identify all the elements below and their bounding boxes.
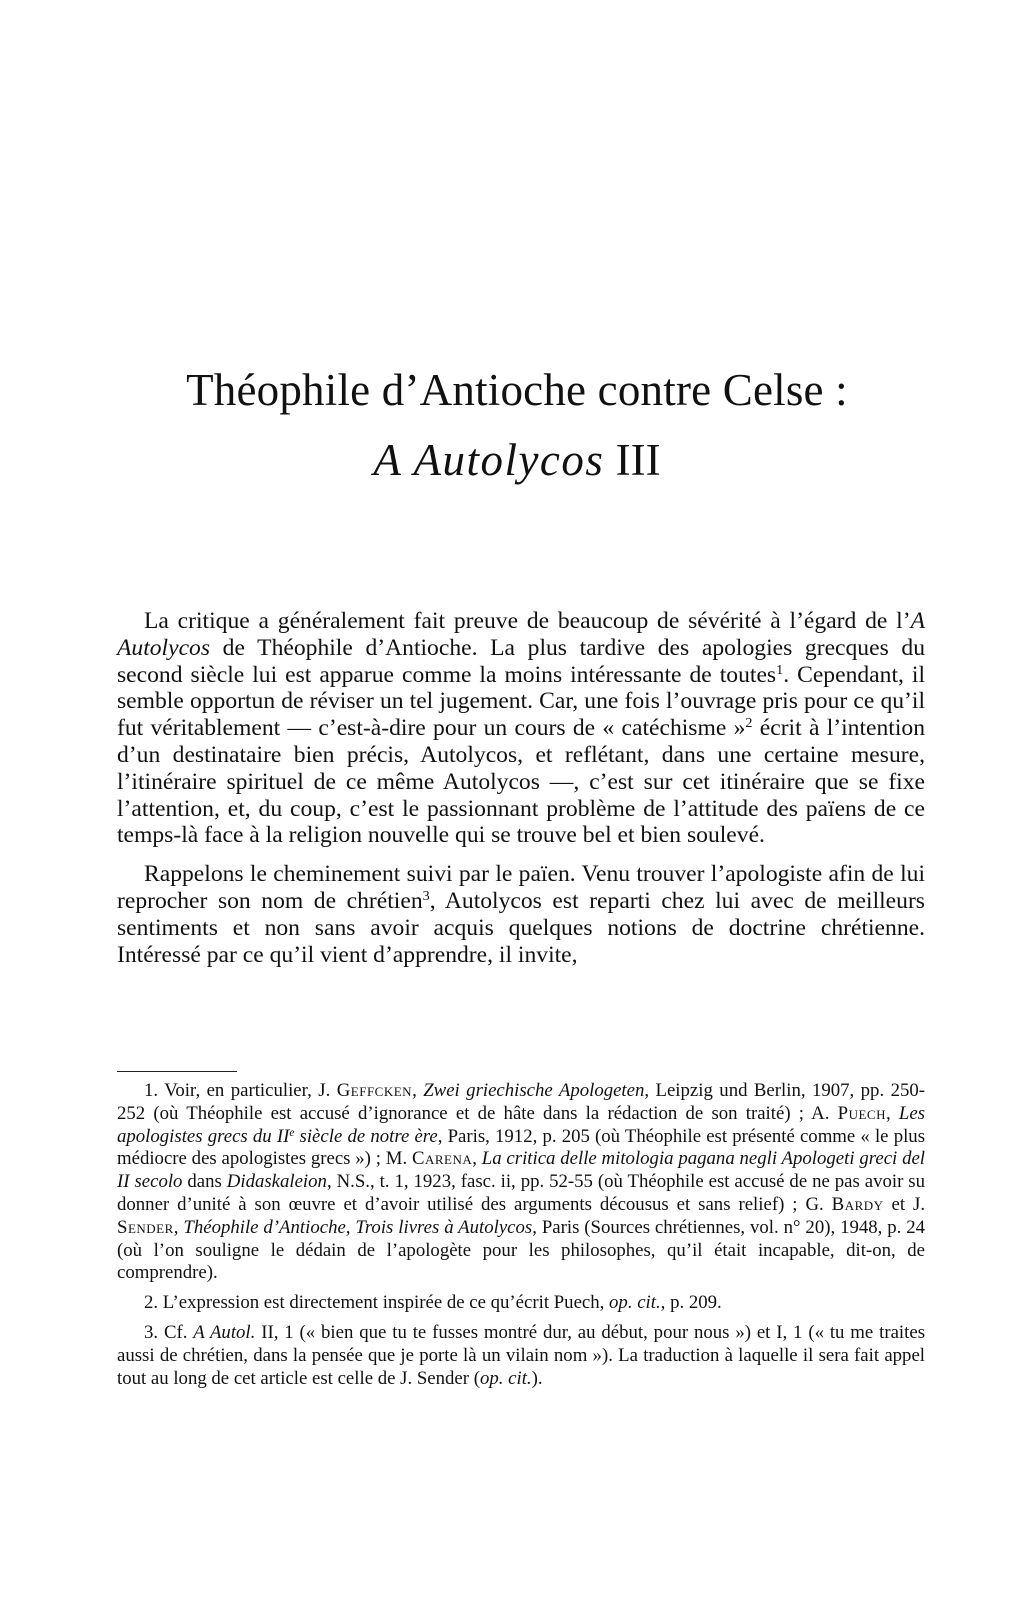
footnote-1 bbox=[117, 1080, 925, 1285]
text-span: , Paris (Sources chrétiennes, vol. n° 20), 1948, p. 24 (où l’on souligne le dédain de l’apologète pour les philosophes, qu’il était incapable, dit-on, de comprendre). bbox=[117, 1216, 926, 1284]
text-span: et J. bbox=[883, 1193, 926, 1215]
text-span: La critique a généralement fait preuve de beaucoup de sévérité à l’égard de l’ bbox=[144, 608, 911, 634]
paragraph-2 bbox=[117, 861, 925, 968]
text-span: Voir, en particulier, J. bbox=[164, 1080, 337, 1101]
footnote-number: 1. bbox=[144, 1080, 165, 1101]
text-span: , Paris, 1912, p. 205 (où Théophile est présenté comme « le plus médiocre des apologistes grecs ») ; M. bbox=[117, 1125, 925, 1170]
text-span: Cf. bbox=[163, 1321, 194, 1343]
italic-title: A Autolycos bbox=[117, 608, 925, 661]
footnote-2 bbox=[117, 1292, 925, 1315]
footnote-3 bbox=[117, 1322, 925, 1390]
text-span: , Leipzig und Berlin, 1907, pp. 250-252 (où Théophile est accusé d’ignorance et de hâte dans la rédaction de son traité) ; A. bbox=[117, 1080, 926, 1124]
text-span: de Théophile d’Antioche. La plus tardive des apologies grecques du second siècle lui est apparue comme la moins intéressante de toutes bbox=[117, 634, 925, 688]
text-span: Rappelons le cheminement suivi par le païen. Venu trouver l’apologiste afin de lui reprocher son nom de chrétien bbox=[117, 861, 925, 914]
author-name: Bardy bbox=[831, 1193, 884, 1215]
footnote-number: 2. bbox=[144, 1292, 163, 1314]
text-span: , bbox=[886, 1102, 899, 1124]
text-span: dans bbox=[182, 1171, 227, 1193]
footnote-ref-1: 1 bbox=[776, 661, 784, 678]
title-line-1: Théophile d’Antioche contre Celse : bbox=[186, 365, 848, 415]
footnote-number: 3. bbox=[144, 1321, 164, 1343]
text-span: ). bbox=[531, 1367, 543, 1389]
author-name: Geffcken bbox=[336, 1080, 413, 1101]
cited-title: op. cit. bbox=[609, 1292, 661, 1314]
footnote-ref-3: 3 bbox=[422, 888, 430, 905]
text-span: écrit à l’intention d’un destinataire bien précis, Autolycos, et reflétant, dans une certaine mesure, l’itinéraire spirituel de ce même Autolycos —, c’est sur cet itinéraire que se fixe l’attention, et, du coup, c’est le passionnant problème de l’attitude des païens de ce temps-là face à la religion nouvelle qui se trouve bel et bien soulevé. bbox=[117, 715, 926, 849]
superscript: e bbox=[289, 1126, 295, 1139]
footnotes bbox=[117, 1080, 925, 1390]
article-title bbox=[117, 362, 917, 488]
title-italic: A Autolycos bbox=[373, 435, 605, 485]
text-span: L’expression est directement inspirée de ce qu’écrit Puech, bbox=[162, 1292, 610, 1314]
cited-title: Didaskaleion bbox=[226, 1171, 327, 1193]
text-span: , Autolycos est reparti chez lui avec de meilleurs sentiments et non sans avoir acquis quelques notions de doctrine chrétienne. Intéressé par ce qu’il vient d’apprendre, il invite, bbox=[117, 887, 925, 968]
title-roman: III bbox=[615, 435, 661, 485]
text-span: , bbox=[412, 1080, 424, 1101]
author-name: Carena bbox=[411, 1148, 473, 1170]
footnote-separator bbox=[117, 1071, 237, 1072]
text-span: , bbox=[173, 1216, 184, 1238]
text-span: II, 1 (« bien que tu te fusses montré dur, au début, pour nous ») et I, 1 (« tu me traites aussi de chrétien, dans la pensée que je porte là un vilain nom »). La traduction à laquelle il sera fait appel tout au long de cet article est celle de J. Sender ( bbox=[117, 1321, 926, 1389]
paragraph-1 bbox=[117, 608, 925, 849]
cited-title: Zwei griechische Apologeten bbox=[423, 1080, 645, 1101]
text-span: . Cependant, il semble opportun de réviser un tel jugement. Car, une fois l’ouvrage pris pour ce qu’il fut véritablement — c’est-à-dire pour un cours de « catéchisme » bbox=[117, 661, 925, 742]
text-span: , N.S., t. 1, 1923, fasc. ii, pp. 52-55 (où Théophile est accusé de ne pas avoir su donner d’unité à son œuvre et d’avoir utilisé des arguments décousus et sans relief) ; G. bbox=[117, 1171, 925, 1215]
cited-title: Les apologistes grecs du II bbox=[117, 1102, 925, 1147]
text-span: , p. 209. bbox=[660, 1292, 722, 1314]
cited-title: Théophile d’Antioche, Trois livres à Autolycos bbox=[183, 1216, 533, 1238]
text-span: , bbox=[472, 1148, 482, 1170]
cited-title: A Autol. bbox=[193, 1321, 256, 1343]
cited-title: siècle de notre ère bbox=[294, 1125, 438, 1147]
author-name: Puech bbox=[837, 1102, 886, 1124]
title-line-2 bbox=[117, 432, 917, 488]
author-name: Sender bbox=[117, 1216, 174, 1238]
footnote-ref-2: 2 bbox=[745, 715, 753, 732]
cited-title: op. cit. bbox=[479, 1367, 532, 1389]
cited-title: La critica delle mitologia pagana negli Apologeti greci del II secolo bbox=[117, 1148, 926, 1193]
body-text bbox=[117, 608, 925, 968]
